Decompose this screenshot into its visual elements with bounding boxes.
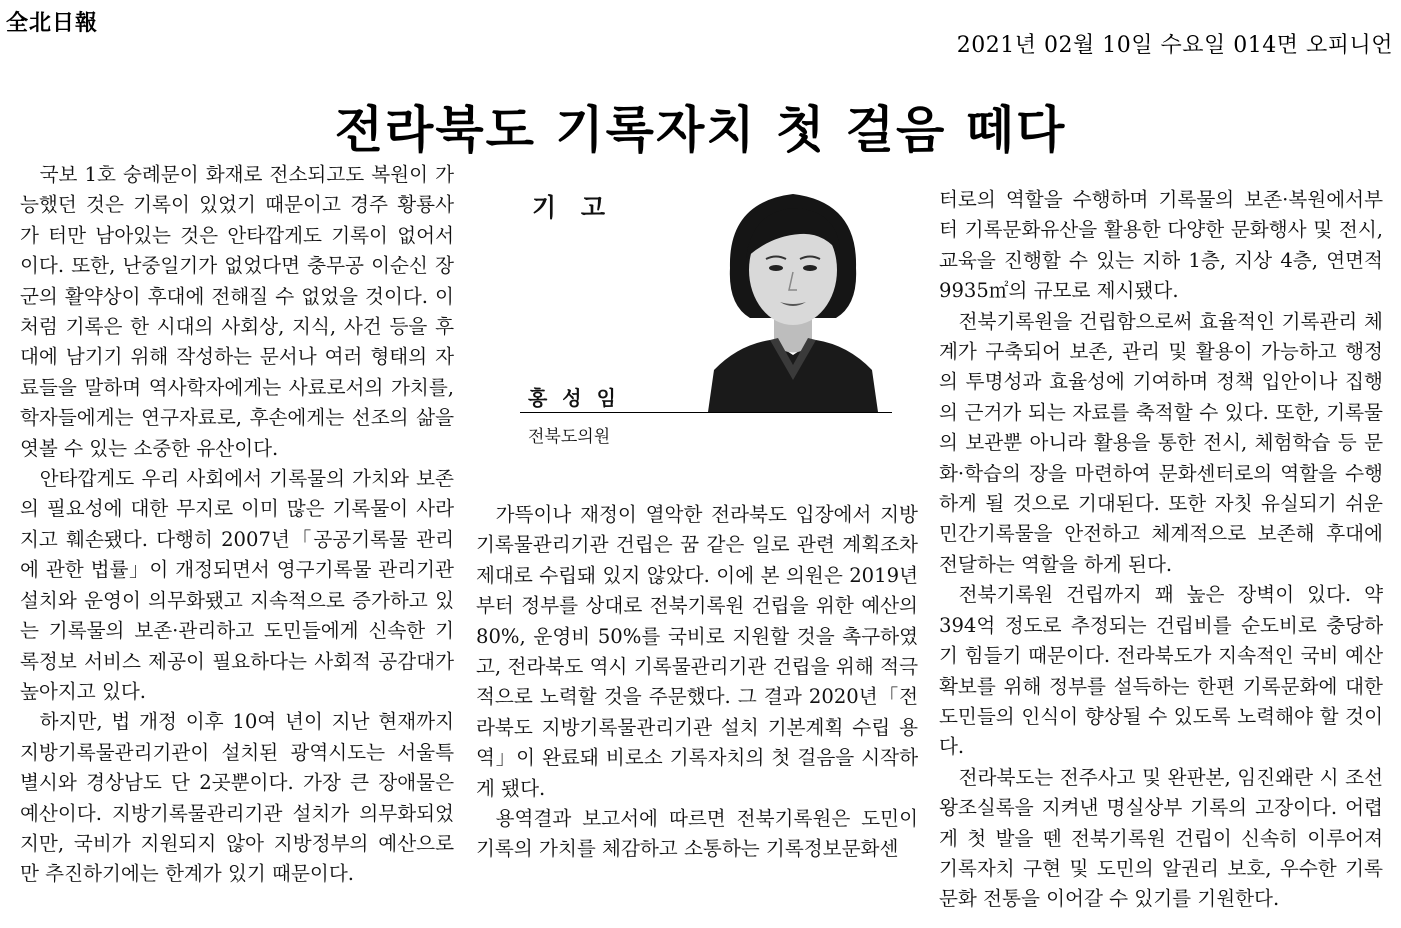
- newspaper-masthead: 全北日報: [6, 11, 99, 36]
- article-column-1: [20, 160, 454, 890]
- author-name: 홍 성 임: [528, 386, 620, 410]
- paragraph: 터로의 역할을 수행하며 기록물의 보존·복원에서부터 기록문화유산을 활용한 다양한 문화행사 및 전시, 교육을 진행할 수 있는 지하 1층, 지상 4층, 연면적 9935㎡의 규모로 제시됐다.: [939, 188, 1383, 303]
- article-headline: 전라북도 기록자치 첫 걸음 떼다: [334, 100, 1067, 159]
- byline-divider: [520, 412, 892, 413]
- article-column-3: [939, 185, 1383, 915]
- paragraph: 전라북도는 전주사고 및 완판본, 임진왜란 시 조선왕조실록을 지켜낸 명실상부 기록의 고장이다. 어렵게 첫 발을 뗀 전북기록원 건립이 신속히 이루어져 기록자치 구현 및 도민의 알권리 보호, 우수한 기록문화 전통을 이어갈 수 있기를 기원한다.: [939, 765, 1383, 911]
- author-photo: [708, 180, 878, 412]
- paragraph: 전북기록원을 건립함으로써 효율적인 기록관리 체계가 구축되어 보존, 관리 및 활용이 가능하고 행정의 투명성과 효율성에 기여하며 정책 입안이나 집행의 근거가 되는 자료를 축적할 수 있다. 또한, 기록물의 보관뿐 아니라 활용을 통한 전시, 체험학습 등 문화·학습의 장을 마련하여 문화센터로의 역할을 수행하게 될 것으로 기대된다. 또한 자칫 유실되기 쉬운 민간기록물을 안전하고 체계적으로 보존해 후대에 전달하는 역할을 하게 된다.: [939, 309, 1383, 576]
- paragraph: 용역결과 보고서에 따르면 전북기록원은 도민이 기록의 가치를 체감하고 소통하는 기록정보문화센: [476, 807, 918, 861]
- byline-box: [480, 180, 892, 447]
- paragraph: 전북기록원 건립까지 꽤 높은 장벽이 있다. 약 394억 정도로 추정되는 건립비를 순도비로 충당하기 힘들기 때문이다. 전라북도가 지속적인 국비 예산확보를 위해 정부를 설득하는 한편 기록문화에 대한 도민들의 인식이 향상될 수 있도록 노력해야 할 것이다.: [939, 583, 1383, 759]
- paragraph: 가뜩이나 재정이 열악한 전라북도 입장에서 지방기록물관리기관 건립은 꿈 같은 일로 관련 계획조차 제대로 수립돼 있지 않았다. 이에 본 의원은 2019년 부터 정부를 상대로 전북기록원 건립을 위한 예산의 80%, 운영비 50%를 국비로 지원할 것을 촉구하였고, 전라북도 역시 기록물관리기관 건립을 위해 적극적으로 노력할 것을 주문했다. 그 결과 2020년「전라북도 지방기록물관리기관 설치 기본계획 수립 용역」이 완료돼 비로소 기록자치의 첫 걸음을 시작하게 됐다.: [476, 503, 918, 800]
- author-portrait-image: [708, 180, 878, 412]
- paragraph: 국보 1호 숭례문이 화재로 전소되고도 복원이 가능했던 것은 기록이 있었기 때문이고 경주 황룡사가 터만 남아있는 것은 안타깝게도 기록이 없어서이다. 또한, 난중일기가 없었다면 충무공 이순신 장군의 활약상이 후대에 전해질 수 없었을 것이다. 이처럼 기록은 한 시대의 사회상, 지식, 사건 등을 후대에 남기기 위해 작성하는 문서나 여러 형태의 자료들을 말하며 역사학자에게는 사료로서의 가치를, 학자들에게는 연구자료로, 후손에게는 선조의 삶을 엿볼 수 있는 소중한 유산이다.: [20, 163, 454, 460]
- section-kicker: 기 고: [532, 193, 614, 222]
- paragraph: 안타깝게도 우리 사회에서 기록물의 가치와 보존의 필요성에 대한 무지로 이미 많은 기록물이 사라지고 훼손됐다. 다행히 2007년「공공기록물 관리에 관한 법률」이 개정되면서 영구기록물 관리기관 설치와 운영이 의무화됐고 지속적으로 증가하고 있는 기록물의 보존·관리하고 도민들에게 신속한 기록정보 서비스 제공이 필요하다는 사회적 공감대가 높아지고 있다.: [20, 467, 454, 703]
- dateline: 2021년 02월 10일 수요일 014면 오피니언: [956, 33, 1393, 58]
- article-column-2: [476, 500, 918, 865]
- paragraph: 하지만, 법 개정 이후 10여 년이 지난 현재까지 지방기록물관리기관이 설치된 광역시도는 서울특별시와 경상남도 단 2곳뿐이다. 가장 큰 장애물은 예산이다. 지방기록물관리기관 설치가 의무화되었지만, 국비가 지원되지 않아 지방정부의 예산으로만 추진하기에는 한계가 있기 때문이다.: [20, 710, 454, 886]
- author-title: 전북도의원: [528, 427, 611, 447]
